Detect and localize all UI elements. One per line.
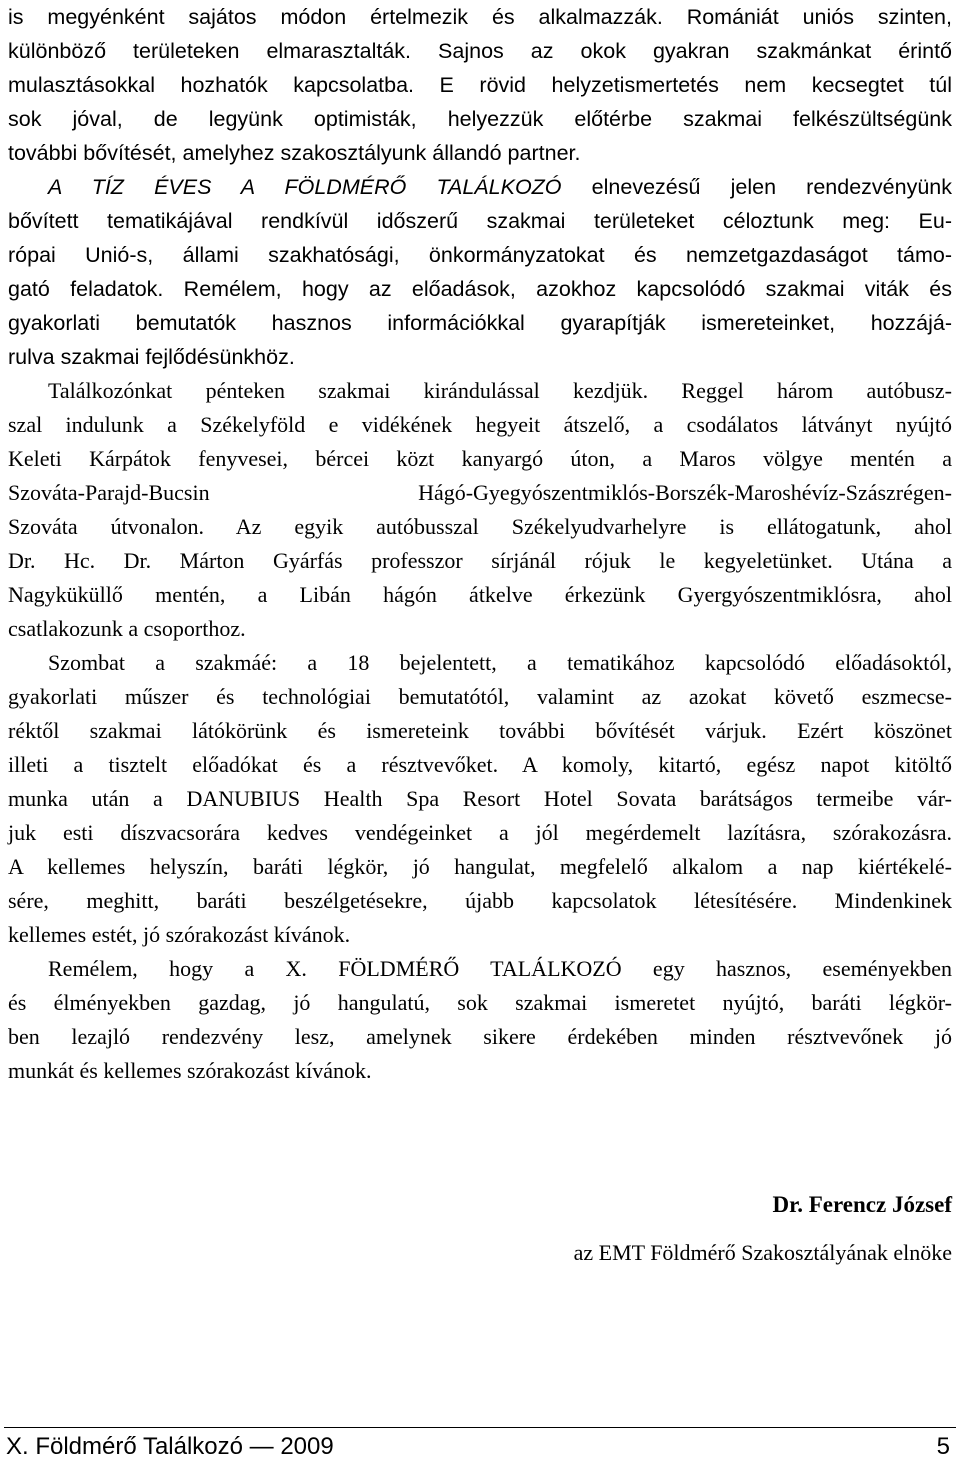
text-line: rulva szakmai fejlődésünkhöz. xyxy=(8,345,295,369)
footer-divider xyxy=(4,1427,956,1428)
text-line: kellemes estét, jó szórakozást kívánok. xyxy=(8,922,351,947)
text-line: Szombat a szakmáé: a 18 bejelentett, a tematikához kapcsolódó előadásoktól, xyxy=(48,650,952,675)
text-line: Remélem, hogy a X. FÖLDMÉRŐ TALÁLKOZÓ egy hasznos, eseményekben xyxy=(48,956,952,981)
signature-name: Dr. Ferencz József xyxy=(772,1192,952,1217)
text-line: csatlakozunk a csoporthoz. xyxy=(8,616,246,641)
text-line: mulasztásokkal hozhatók kapcsolatba. E rövid helyzetismertetés nem kecsegtet túl xyxy=(8,73,952,97)
text-line: munka után a DANUBIUS Health Spa Resort Hotel Sovata barátságos termeibe vár- xyxy=(8,786,952,811)
text-line: gyakorlati bemutatók hasznos információkkal gyarapítják ismereteinket, hozzájá- xyxy=(8,311,952,335)
text-line: Szováta-Parajd-Bucsin Hágó-Gyegyószentmiklós-Borszék-Maroshévíz-Szászrégen- xyxy=(8,480,952,505)
text-line: és élményekben gazdag, jó hangulatú, sok szakmai ismeretet nyújtó, baráti légkör- xyxy=(8,990,952,1015)
signature-title: az EMT Földmérő Szakosztályának elnöke xyxy=(573,1240,952,1265)
text-fragment: elnevezésű jelen rendezvényünk xyxy=(561,175,952,199)
text-line: sére, meghitt, baráti beszélgetésekre, újabb kapcsolatok létesítésére. Mindenkinek xyxy=(8,888,952,913)
text-line: sok jóval, de legyünk optimisták, helyezzük előtérbe szakmai felkészültségünk xyxy=(8,107,952,131)
text-line: juk esti díszvacsorára kedves vendégeinket a jól megérdemelt lazításra, szórakozásra. xyxy=(8,820,952,845)
text-line: különböző területeken elmarasztalták. Sajnos az okok gyakran szakmánkat érintő xyxy=(8,39,952,63)
text-line: Nagyküküllő mentén, a Libán hágón átkelve érkezünk Gyergyószentmiklósra, ahol xyxy=(8,582,952,607)
page-number: 5 xyxy=(936,1433,950,1460)
text-line: gató feladatok. Remélem, hogy az előadások, azokhoz kapcsolódó szakmai viták és xyxy=(8,277,952,301)
footer-title: X. Földmérő Találkozó — 2009 xyxy=(6,1433,334,1460)
text-line: Dr. Hc. Dr. Márton Gyárfás professzor sírjánál rójuk le kegyeletünket. Utána a xyxy=(8,548,952,573)
text-line: is megyénként sajátos módon értelmezik és alkalmazzák. Romániát uniós szinten, xyxy=(8,5,952,29)
text-line: A kellemes helyszín, baráti légkör, jó hangulat, megfelelő alkalom a nap kiértékelé- xyxy=(8,854,952,879)
text-line: további bővítését, amelyhez szakosztályunk állandó partner. xyxy=(8,141,581,165)
text-line: gyakorlati műszer és technológiai bemutatótól, valamint az azokat követő eszmecse- xyxy=(8,684,952,709)
text-line: rópai Unió-s, állami szakhatósági, önkormányzatokat és nemzetgazdaságot támo- xyxy=(8,243,952,267)
text-line: illeti a tisztelt előadókat és a résztvevőket. A komoly, kitartó, egész napot kitöltő xyxy=(8,752,952,777)
text-line: ben lezajló rendezvény lesz, amelynek sikere érdekében minden résztvevőnek jó xyxy=(8,1024,952,1049)
text-line: Találkozónkat pénteken szakmai kirándulással kezdjük. Reggel három autóbusz- xyxy=(48,378,952,403)
text-line: réktől szakmai látókörünk és ismereteink további bővítését várjuk. Ezért köszönet xyxy=(8,718,952,743)
event-name-italic: A TÍZ ÉVES A FÖLDMÉRŐ TALÁLKOZÓ xyxy=(48,175,562,199)
text-line: Szováta útvonalon. Az egyik autóbusszal Székelyudvarhelyre is ellátogatunk, ahol xyxy=(8,514,952,539)
text-line: szal indulunk a Székelyföld e vidékének hegyeit átszelő, a csodálatos látványt nyújtó xyxy=(8,412,952,437)
text-line: bővített tematikájával rendkívül időszerű szakmai területeket céloztunk meg: Eu- xyxy=(8,209,952,233)
text-line xyxy=(8,170,952,204)
text-line: Keleti Kárpátok fenyvesei, bércei közt kanyargó úton, a Maros völgye mentén a xyxy=(8,446,952,471)
text-line: munkát és kellemes szórakozást kívánok. xyxy=(8,1058,372,1083)
